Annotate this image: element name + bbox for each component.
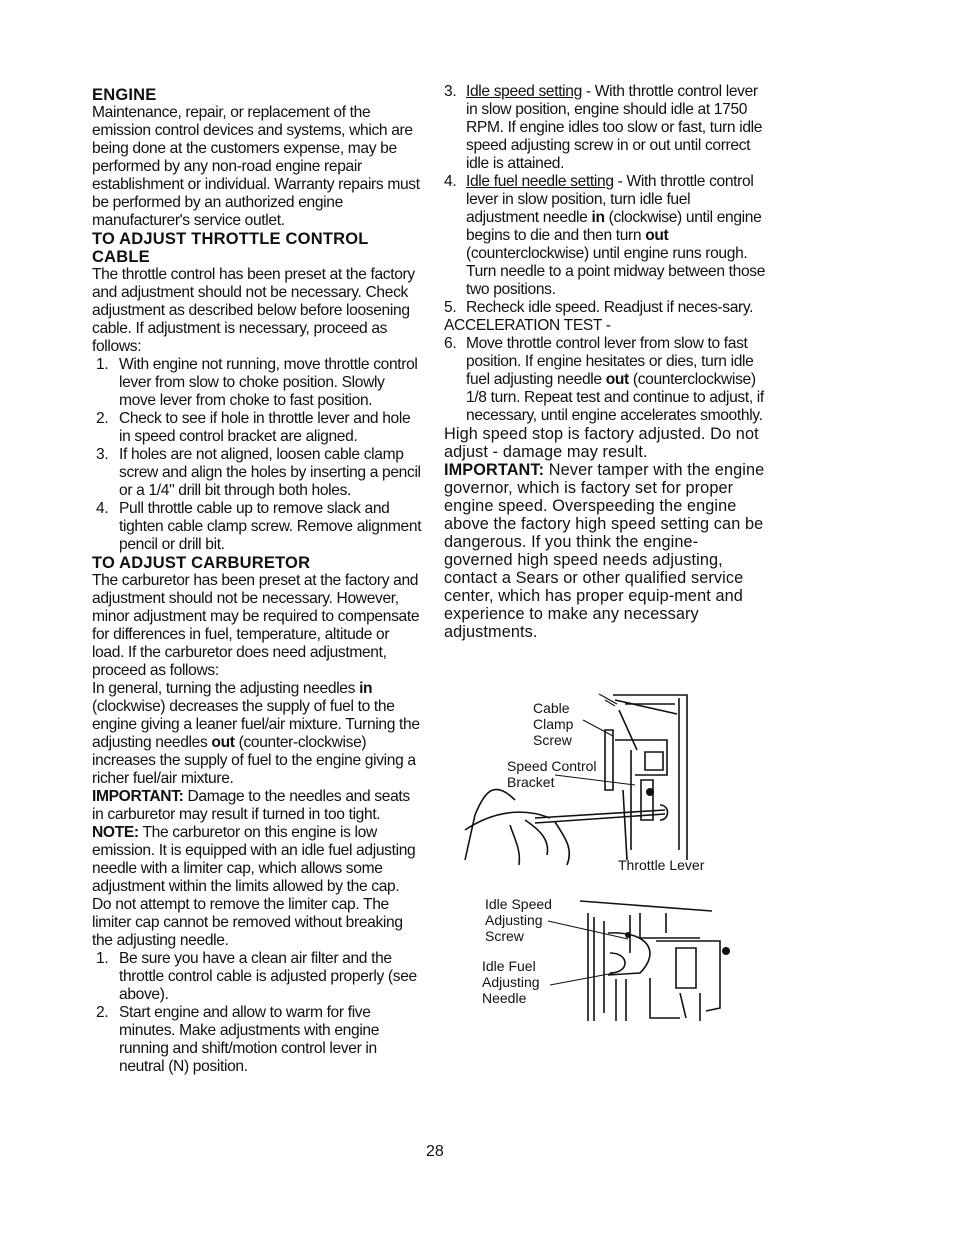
throttle-step: 4. Pull throttle cable up to remove slack and tighten cable clamp screw. Remove alignment pencil or drill bit. <box>96 500 422 553</box>
carburetor-step: 4. Idle fuel needle setting - With throttle control lever in slow position, turn idle fuel adjustment needle in (clockwise) until engine begins to die and then turn out (counterclockwise) until engine runs rough. Turn needle to a point midway between those two positions. <box>444 173 766 298</box>
important-governor-note: IMPORTANT: Never tamper with the engine governor, which is factory set for proper engine speed. Overspeeding the engine above the factory high speed setting can be dangerous. If you think the engine-governed high speed needs adjusting, contact a Sears or other qualified service center, which has proper equip-ment and experience to make any necessary adjustments. <box>444 461 765 641</box>
carburetor-step: 3. Idle speed setting - With throttle control lever in slow position, engine should idle at 1750 RPM. If engine idles too slow or fast, turn idle speed adjusting screw in or out until correct idle is attained. <box>444 83 763 172</box>
throttle-step: 1. With engine not running, move throttle control lever from slow to choke position. Slowly move lever from choke to fast position. <box>96 356 418 409</box>
throttle-text: The throttle control has been preset at the factory and adjustment should not be necessary. Check adjustment as described below before loosening cable. If adjustment is necessary, proceed as follows: <box>92 266 415 355</box>
carburetor-text: The carburetor has been preset at the factory and adjustment should not be necessary. However, minor adjustment may be required to compensate for differences in fuel, temperature, altitude or load. If the carburetor does need adjustment, proceed as follows: <box>92 572 420 679</box>
throttle-cable-figure <box>455 690 735 880</box>
acceleration-test-label: ACCELERATION TEST - <box>444 317 611 334</box>
engine-heading: ENGINE <box>92 86 157 104</box>
carburetor-direction-text: In general, turning the adjusting needles in (clockwise) decreases the supply of fuel to the engine giving a leaner fuel/air mixture. Turning the adjusting needles out (counter-clockwise) increases the supply of fuel to the engine giving a richer fuel/air mixture. <box>92 680 420 787</box>
carburetor-step: 6. Move throttle control lever from slow to fast position. If engine hesitates or dies, turn idle fuel adjusting needle out (counterclockwise) 1/8 turn. Repeat test and continue to adjust, if necessary, until engine accelerates smoothly. <box>444 335 764 424</box>
pivot-dot <box>646 788 654 796</box>
engine-text: Maintenance, repair, or replacement of the emission control devices and systems, which are being done at the customers expense, may be performed by any non-road engine repair establishment or individual. Warranty repairs must be performed by an authorized engine manufacturer's service outlet. <box>92 104 420 229</box>
idle-fuel-needle-label: Idle Fuel Adjusting Needle <box>482 958 540 1006</box>
important-note: IMPORTANT: Damage to the needles and seats in carburetor may result if turned in too tight. <box>92 788 410 823</box>
carburetor-heading: TO ADJUST CARBURETOR <box>92 554 311 572</box>
throttle-lever-label: Throttle Lever <box>618 857 705 873</box>
carburetor-step: 5. Recheck idle speed. Readjust if neces-sary. <box>444 299 754 316</box>
speed-control-bracket-label: Speed Control Bracket <box>507 758 597 790</box>
carburetor-step: 1. Be sure you have a clean air filter and the throttle control cable is adjusted properly (see above). <box>96 950 417 1003</box>
adjusting-screw-dot <box>625 932 631 938</box>
carburetor-needles-figure <box>480 893 740 1028</box>
right-column <box>444 83 766 641</box>
page-number: 28 <box>426 1143 444 1160</box>
idle-speed-screw-label: Idle Speed Adjusting Screw <box>485 896 552 944</box>
throttle-heading: TO ADJUST THROTTLE CONTROL CABLE <box>92 230 369 266</box>
note-text: NOTE: The carburetor on this engine is low emission. It is equipped with an idle fuel adjusting needle with a limiter cap, which allows some adjustment within the limits allowed by the cap. Do not attempt to remove the limiter cap. The limiter cap cannot be removed without breaking the adjusting needle. <box>92 824 416 949</box>
high-speed-text: High speed stop is factory adjusted. Do not adjust - damage may result. <box>444 425 759 461</box>
cable-clamp-screw-label: Cable Clamp Screw <box>533 700 574 748</box>
throttle-step: 3. If holes are not aligned, loosen cable clamp screw and align the holes by inserting a pencil or a 1/4" drill bit through both holes. <box>96 446 421 499</box>
throttle-step: 2. Check to see if hole in throttle lever and hole in speed control bracket are aligned. <box>96 410 411 445</box>
left-column <box>92 86 422 1076</box>
fitting-dot <box>722 947 730 955</box>
carburetor-step: 2. Start engine and allow to warm for five minutes. Make adjustments with engine running and shift/motion control lever in neutral (N) position. <box>96 1004 380 1075</box>
